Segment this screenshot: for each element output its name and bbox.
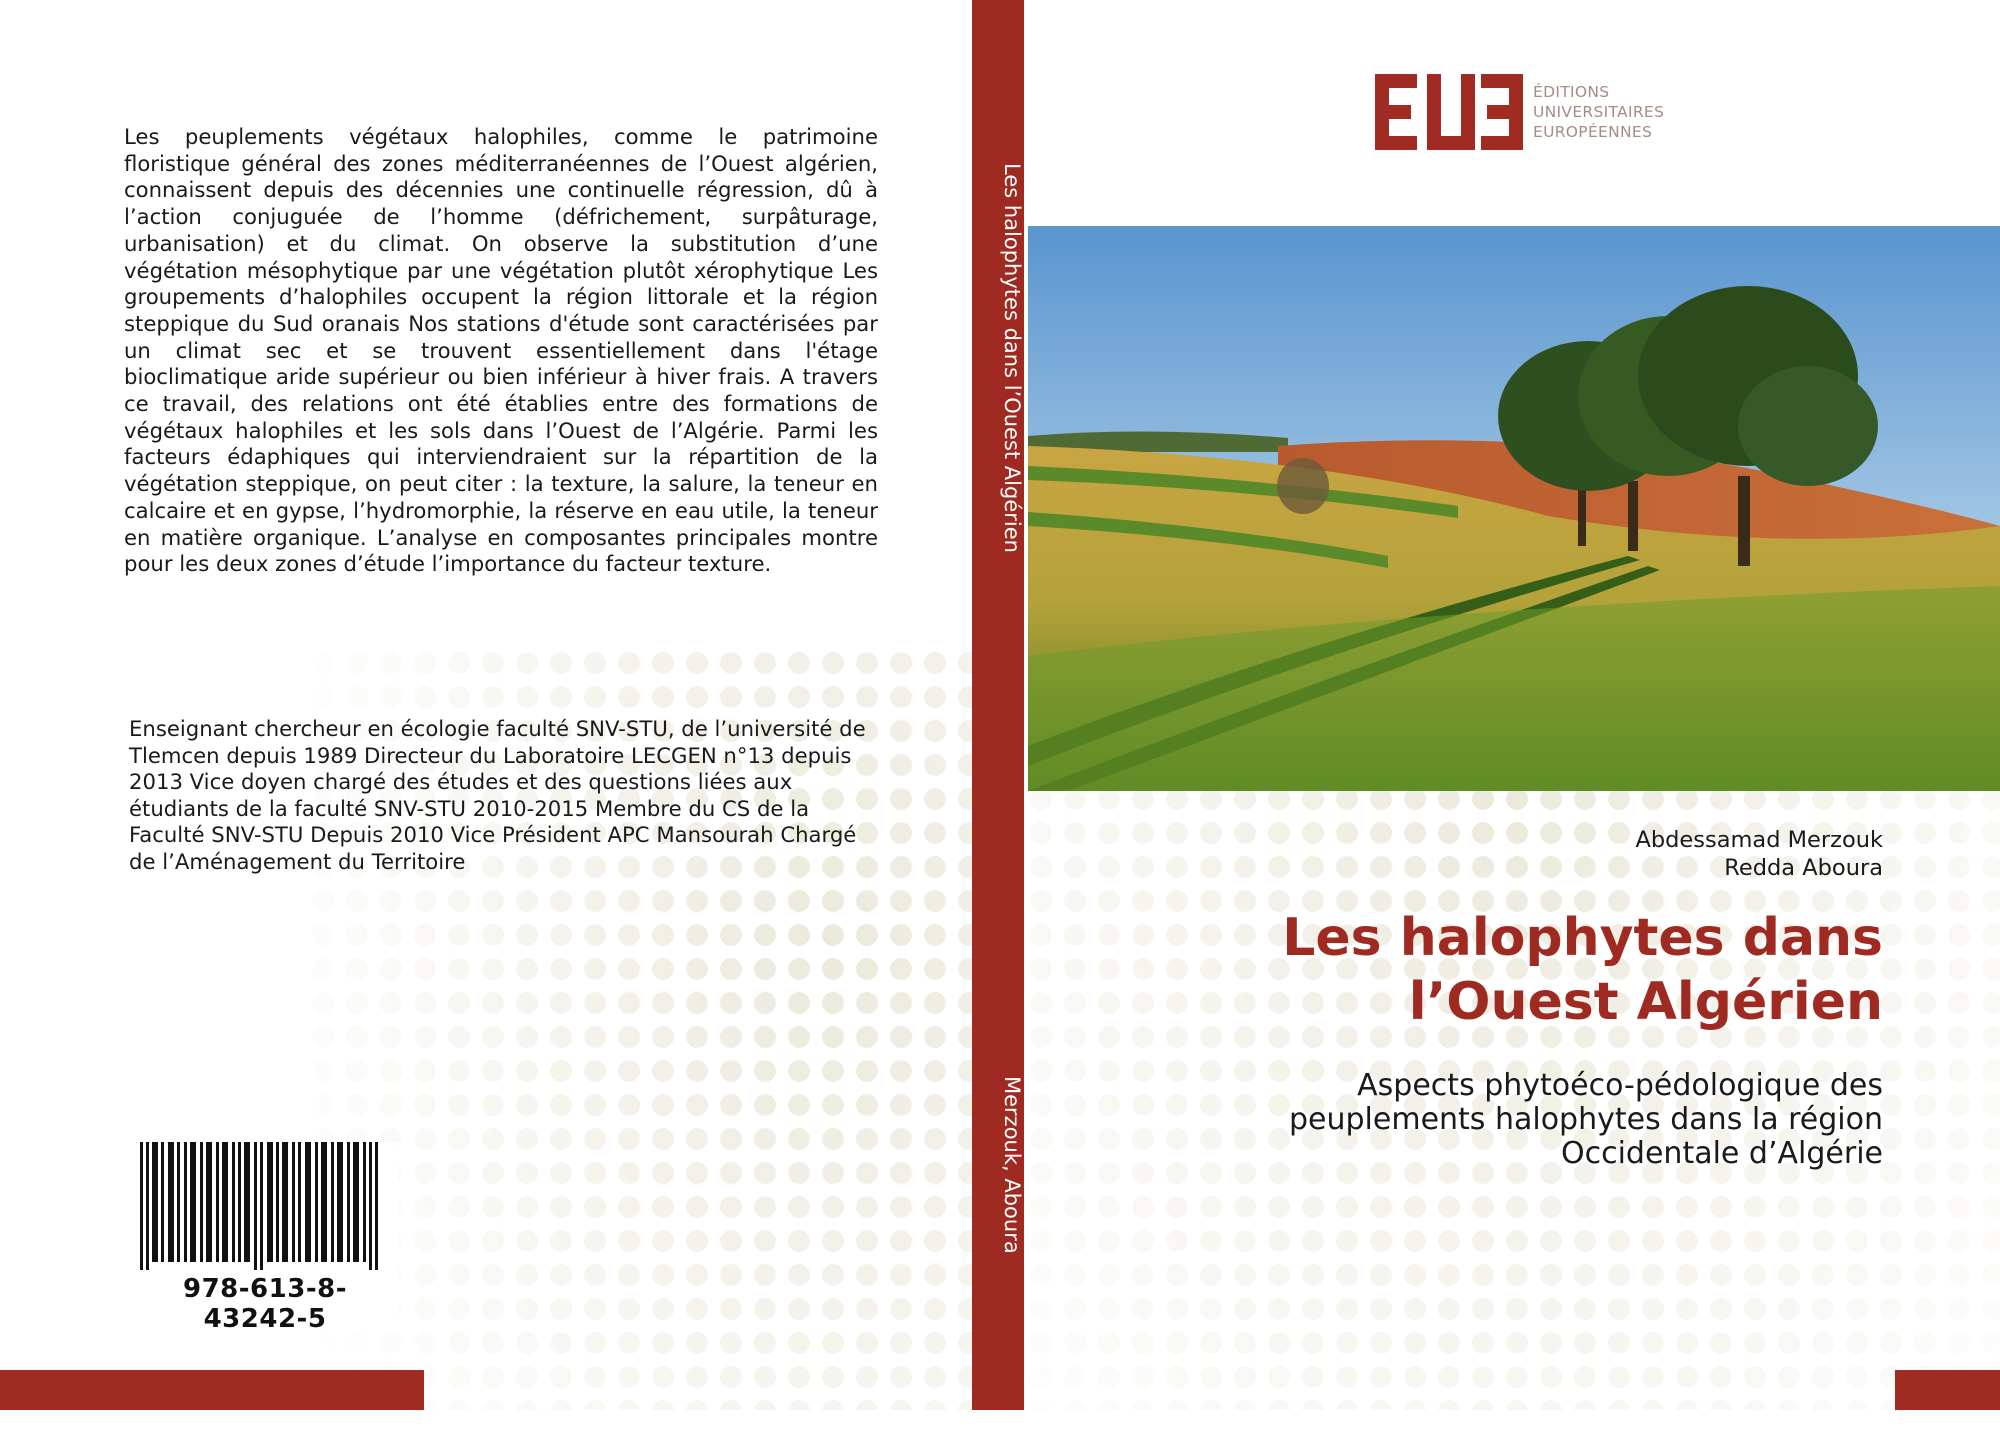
subtitle-line-1: Aspects phytoéco-pédologique des xyxy=(1357,1068,1883,1103)
publisher-name xyxy=(1533,82,1664,142)
cover-authors xyxy=(1635,826,1883,882)
subtitle-line-2: peuplements halophytes dans la région xyxy=(1289,1102,1883,1137)
publisher-logo xyxy=(1375,74,1675,150)
book-title-line-1: Les halophytes dans xyxy=(1282,908,1883,968)
book-title xyxy=(1282,906,1883,1034)
publisher-line-3: EUROPÉENNES xyxy=(1533,123,1653,141)
bottom-margin xyxy=(0,1410,2000,1445)
barcode xyxy=(132,1142,398,1334)
spine-authors: Merzouk, Aboura xyxy=(1000,1076,1024,1254)
barcode-bars xyxy=(140,1142,390,1270)
publisher-line-2: UNIVERSITAIRES xyxy=(1533,103,1665,121)
author-2: Redda Aboura xyxy=(1724,855,1883,881)
landscape-photo xyxy=(1028,226,2000,791)
author-bio: Enseignant chercheur en écologie faculté SNV-STU, de l’université de Tlemcen depuis 1989 Directeur du Laboratoire LECGEN n°13 depuis 2013 Vice doyen chargé des études et des questions liées aux étudiants de la faculté SNV-STU 2010-2015 Membre du CS de la Faculté SNV-STU Depuis 2010 Vice Président APC Mansourah Chargé de l’Aménagement du Territoire xyxy=(129,716,866,874)
book-title-line-2: l’Ouest Algérien xyxy=(1408,972,1883,1032)
eue-logo-icon xyxy=(1375,74,1523,150)
subtitle-line-3: Occidentale d’Algérie xyxy=(1561,1136,1883,1171)
book-subtitle xyxy=(1289,1069,1883,1171)
back-cover-blurb: Les peuplements végétaux halophiles, comme le patrimoine floristique général des zones méditerranéennes de l’Ouest algérien, connaissent depuis des décennies une continuelle régression, dû à l’action conjuguée de l’homme (défrichement, surpâturage, urbanisation) et du climat. On observe la substitution d’une végétation mésophytique par une végétation plutôt xérophytique Les groupements d’halophiles occupent la région littorale et la région steppique du Sud oranais Nos stations d'étude sont caractérisées par un climat sec et se trouvent essentiellement dans l'étage bioclimatique aride supérieur ou bien inférieur à hiver frais. A travers ce travail, des relations ont été établies entre des formations de végétaux halophiles et les sols dans l’Ouest de l’Algérie. Parmi les facteurs édaphiques qui interviendraient sur la répartition de la végétation steppique, on peut citer : la texture, la salure, la teneur en calcaire et en gypse, l’hydromorphie, la réserve en eau utile, la teneur en matière organique. L’analyse en composantes principales montre pour les deux zones d’étude l’importance du facteur texture. xyxy=(124,124,878,577)
isbn-number: 978-613-8-43242-5 xyxy=(182,1274,347,1334)
author-1: Abdessamad Merzouk xyxy=(1635,827,1883,853)
back-cover xyxy=(0,0,972,1445)
spine-title: Les halophytes dans l’Ouest Algérien xyxy=(1000,163,1024,553)
publisher-line-1: ÉDITIONS xyxy=(1533,83,1610,101)
